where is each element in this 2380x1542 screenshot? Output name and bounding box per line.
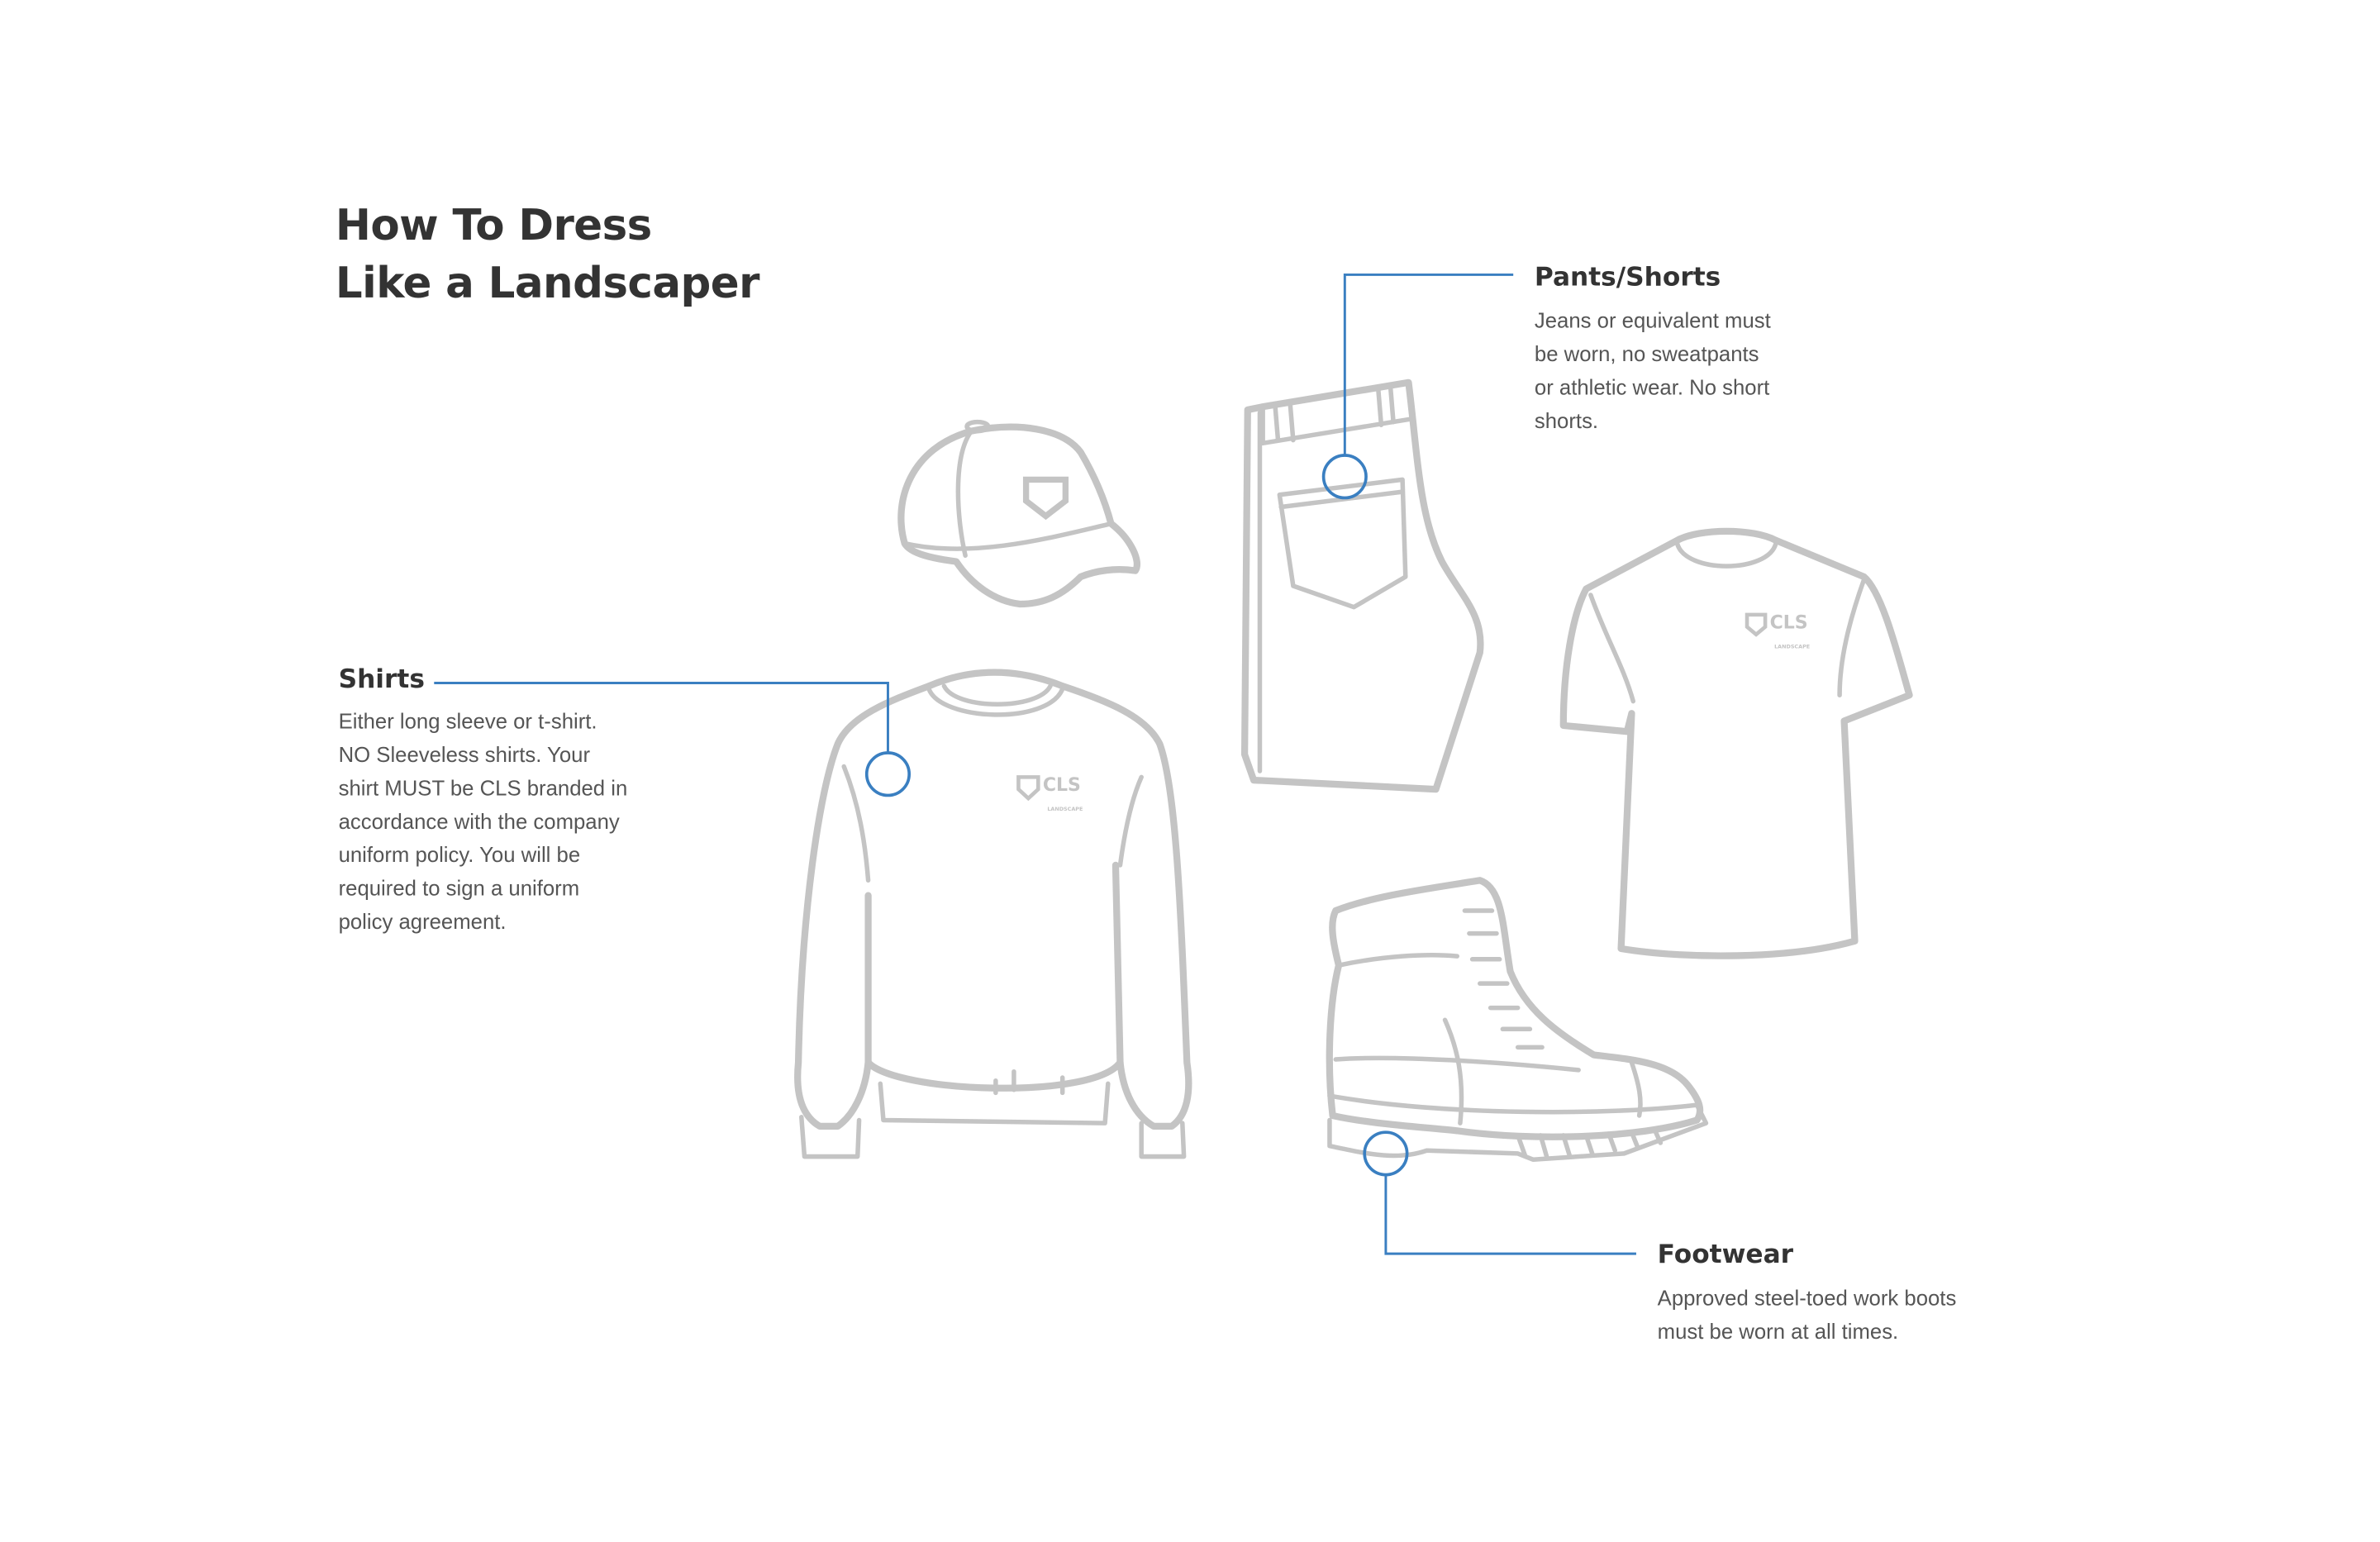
page-title [336, 198, 759, 313]
text-line: be worn, no sweatpants [1534, 341, 1759, 366]
logo-name: CLS [1042, 774, 1081, 796]
text-line: must be worn at all times. [1657, 1319, 1899, 1344]
pants-heading: Pants/Shorts [1534, 262, 1721, 293]
boot-illustration [1330, 880, 1706, 1159]
pants-description [1535, 303, 1771, 437]
text-line: Jeans or equivalent must [1534, 307, 1771, 333]
logo-sub: LANDSCAPE [1774, 643, 1811, 650]
text-line: shirt MUST be CLS branded in [338, 775, 628, 800]
title-line: Like a Landscaper [335, 258, 759, 308]
jeans-illustration [1245, 383, 1480, 789]
shirts-heading: Shirts [338, 664, 425, 696]
logo-sub: LANDSCAPE [1047, 805, 1083, 812]
shirts-description [339, 704, 628, 938]
sweatshirt-illustration [797, 673, 1188, 1157]
text-line: Approved steel-toed work boots [1657, 1285, 1957, 1311]
text-line: Either long sleeve or t-shirt. [338, 708, 597, 734]
text-line: NO Sleeveless shirts. Your [338, 742, 591, 767]
text-line: shorts. [1534, 408, 1599, 433]
text-line: accordance with the company [338, 808, 620, 834]
logo-name: CLS [1769, 612, 1808, 634]
text-line: uniform policy. You will be [338, 842, 581, 867]
title-line: How To Dress [335, 200, 652, 251]
footwear-callout [1364, 1132, 1636, 1254]
cap-illustration [901, 422, 1137, 604]
cls-logo-tshirt [1747, 612, 1810, 650]
tshirt-illustration [1564, 531, 1910, 956]
text-line: or athletic wear. No short [1534, 374, 1770, 400]
text-line: policy agreement. [338, 909, 507, 934]
cls-logo-sweatshirt [1018, 775, 1083, 812]
text-line: required to sign a uniform [338, 875, 580, 901]
footwear-heading: Footwear [1657, 1240, 1794, 1271]
footwear-description [1658, 1281, 1957, 1348]
